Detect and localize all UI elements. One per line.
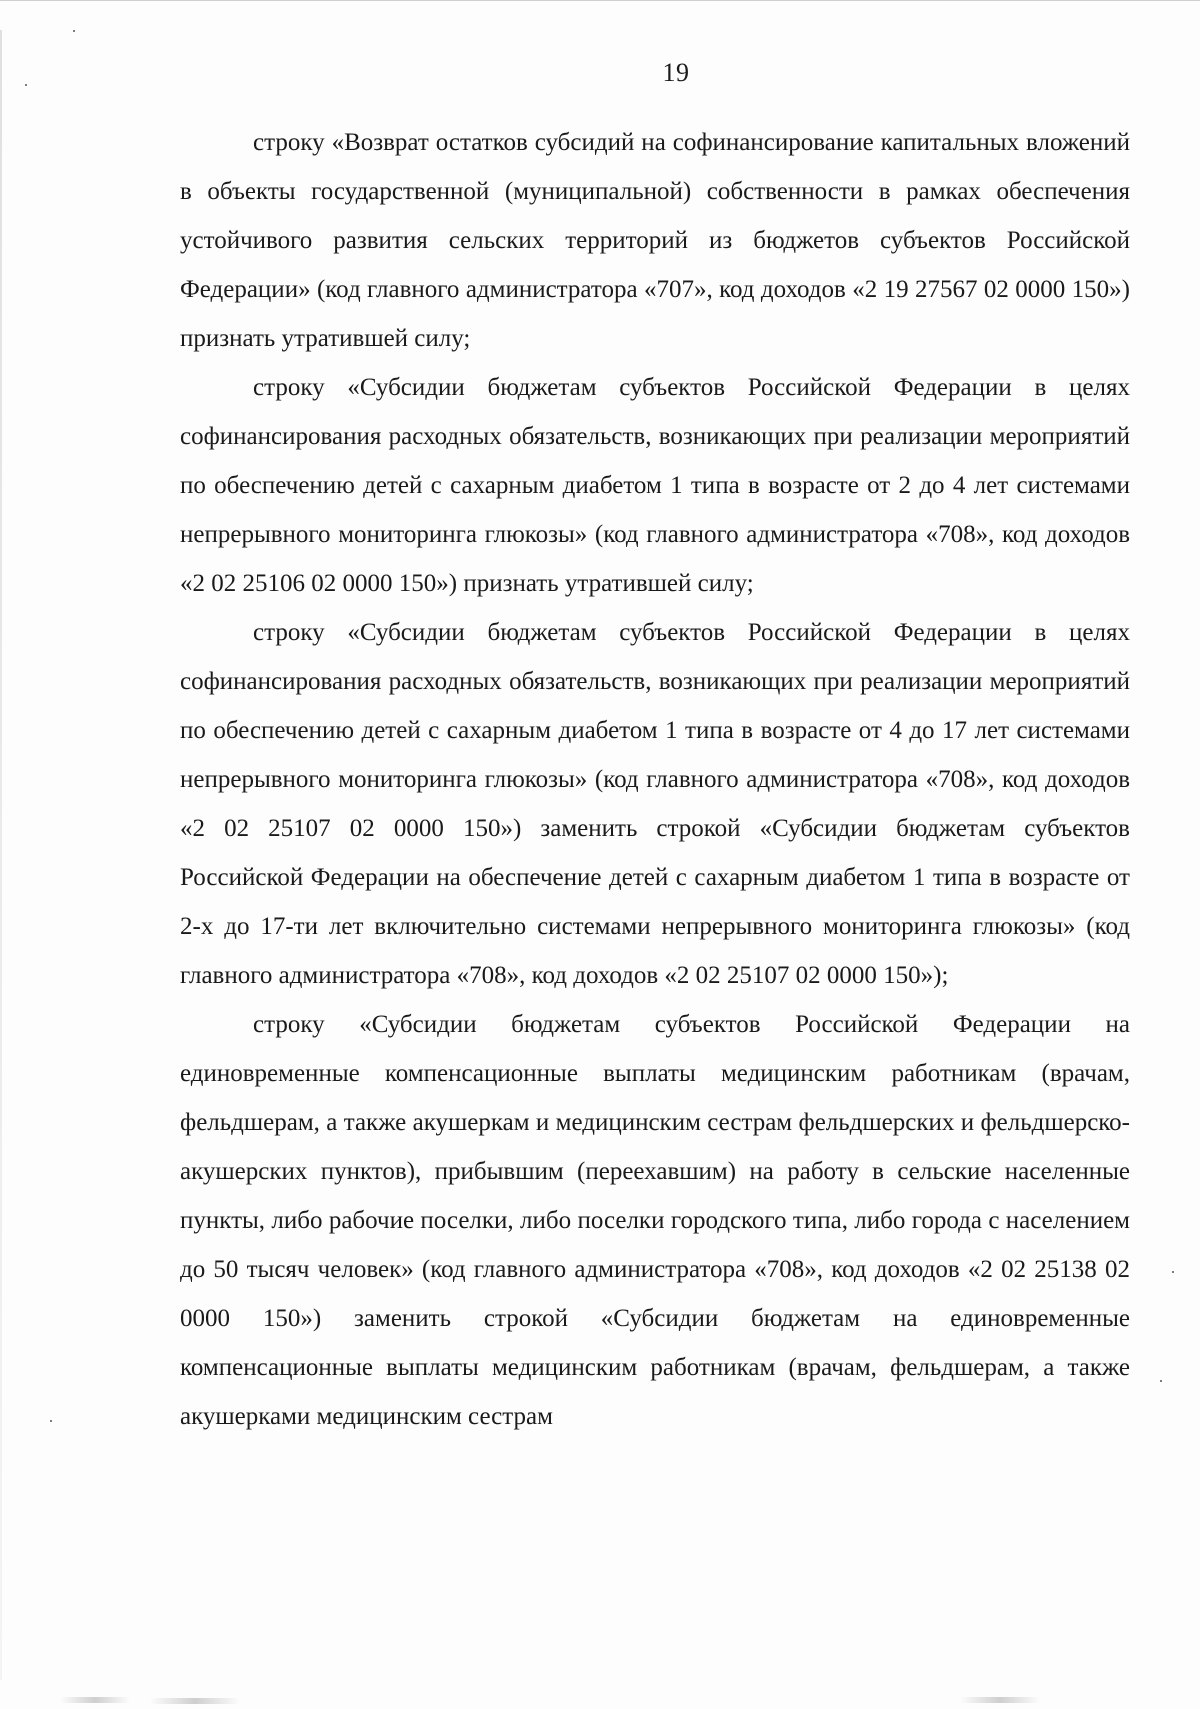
scan-left-edge (0, 30, 2, 1680)
scan-speck (25, 84, 27, 86)
page-number: 19 (662, 58, 690, 87)
scan-speck (1172, 1271, 1174, 1273)
scan-speck (73, 30, 75, 32)
scan-speck (50, 1420, 52, 1422)
paragraph-1: строку «Возврат остатков субсидий на софинансирование капитальных вложений в объекты государственной (муниципальной) собственности в рамках обеспечения устойчивого развития сельских территорий из бюджетов субъектов Российской Федерации» (код главного администратора «707», код доходов «2 19 27567 02 0000 150») признать утратившей силу; (180, 129, 1130, 352)
document-body (180, 118, 1130, 1441)
scan-speck (1160, 1380, 1162, 1382)
paragraph-4: строку «Субсидии бюджетам субъектов Российской Федерации на единовременные компенсационные выплаты медицинским работникам (врачам, фельдшерам, а также акушеркам и медицинским сестрам фельдшерских и фельдшерско-акушерских пунктов), прибывшим (переехавшим) на работу в сельские населенные пункты, либо рабочие поселки, либо поселки городского типа, либо города с населением до 50 тысяч человек» (код главного администратора «708», код доходов «2 02 25138 02 0000 150») заменить строкой «Субсидии бюджетам на единовременные компенсационные выплаты медицинским работникам (врачам, фельдшерам, а также акушерками медицинским сестрам (180, 1011, 1130, 1430)
scan-smudge (150, 1698, 240, 1704)
paragraph-2: строку «Субсидии бюджетам субъектов Российской Федерации в целях софинансирования расходных обязательств, возникающих при реализации мероприятий по обеспечению детей с сахарным диабетом 1 типа в возрасте от 2 до 4 лет системами непрерывного мониторинга глюкозы» (код главного администратора «708», код доходов «2 02 25106 02 0000 150») признать утратившей силу; (180, 374, 1130, 597)
scan-smudge (60, 1697, 130, 1703)
scan-top-edge (0, 0, 1200, 7)
scan-smudge (960, 1697, 1040, 1703)
paragraph-3: строку «Субсидии бюджетам субъектов Российской Федерации в целях софинансирования расходных обязательств, возникающих при реализации мероприятий по обеспечению детей с сахарным диабетом 1 типа в возрасте от 4 до 17 лет системами непрерывного мониторинга глюкозы» (код главного администратора «708», код доходов «2 02 25107 02 0000 150») заменить строкой «Субсидии бюджетам субъектов Российской Федерации на обеспечение детей с сахарным диабетом 1 типа в возрасте от 2-х до 17-ти лет включительно системами непрерывного мониторинга глюкозы» (код главного администратора «708», код доходов «2 02 25107 02 0000 150»); (180, 619, 1130, 989)
